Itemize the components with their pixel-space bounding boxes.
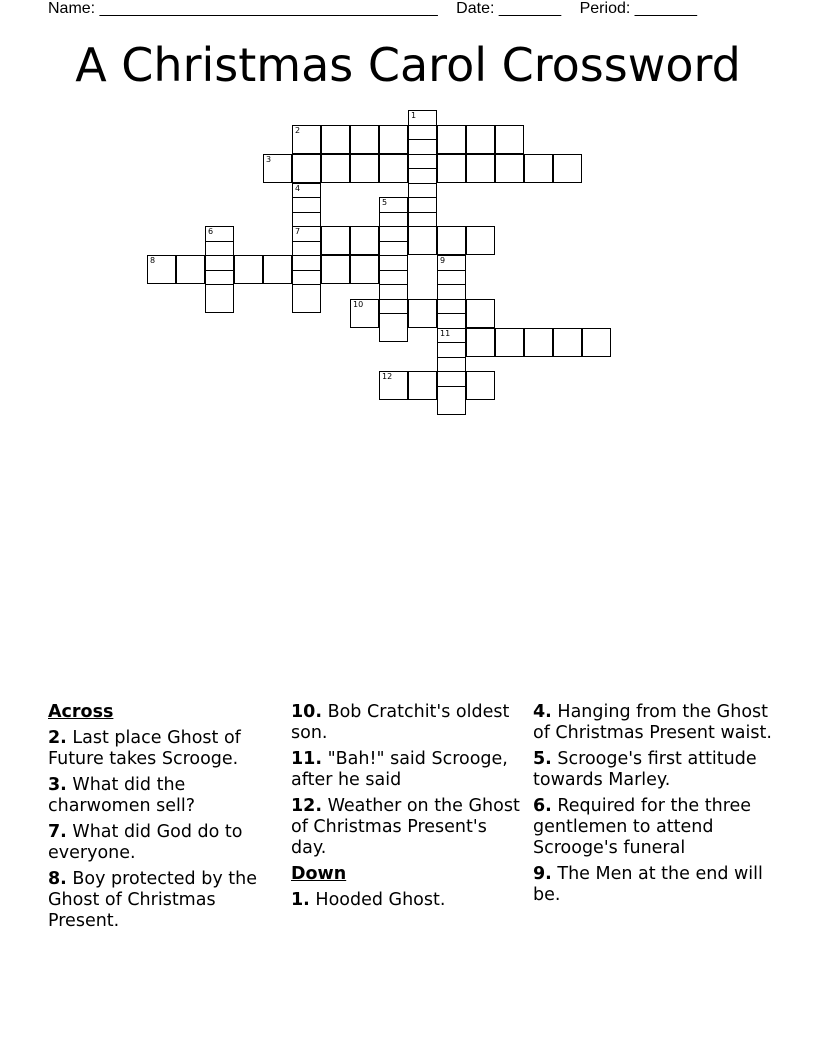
clue-text: The Men at the end will be.: [533, 864, 763, 905]
clue-down-4: [533, 702, 783, 744]
cell-number: 9: [440, 256, 446, 265]
crossword-cell[interactable]: [582, 328, 611, 357]
clue-number: 3.: [48, 775, 67, 795]
clue-number: 12.: [291, 796, 323, 816]
clue-text: Scrooge's first attitude towards Marley.: [533, 749, 757, 790]
name-field-label[interactable]: Name: ______________________________________: [48, 0, 438, 17]
crossword-cell[interactable]: [437, 226, 466, 255]
crossword-cell[interactable]: [466, 371, 495, 400]
down-heading: Down: [291, 864, 347, 884]
crossword-cell[interactable]: [147, 255, 176, 284]
crossword-cell[interactable]: [379, 125, 408, 154]
clue-number: 6.: [533, 796, 552, 816]
cell-number: 6: [208, 227, 214, 236]
crossword-cell[interactable]: [379, 313, 408, 342]
clue-number: 11.: [291, 749, 323, 769]
crossword-cell[interactable]: [350, 154, 379, 183]
clue-number: 1.: [291, 890, 310, 910]
clue-across-7: [48, 822, 283, 864]
cell-number: 2: [295, 125, 301, 135]
clue-down-9: [533, 864, 783, 906]
cell-number: 11: [440, 328, 451, 338]
clue-column-3: [533, 702, 783, 911]
clue-text: Hooded Ghost.: [315, 890, 446, 910]
clue-across-11: [291, 749, 523, 791]
crossword-cell[interactable]: [437, 386, 466, 415]
clue-text: Required for the three gentlemen to attend Scrooge's funeral: [533, 796, 752, 858]
clue-text: Bob Cratchit's oldest son.: [291, 702, 510, 743]
crossword-cell[interactable]: [495, 328, 524, 357]
crossword-cell[interactable]: [553, 154, 582, 183]
clue-across-12: [291, 796, 523, 859]
crossword-cell[interactable]: [524, 154, 553, 183]
clue-text: Weather on the Ghost of Christmas Present's day.: [291, 796, 520, 858]
crossword-cell[interactable]: [321, 154, 350, 183]
clue-down-6: [533, 796, 783, 859]
cell-number: 8: [150, 256, 156, 265]
cell-number: 5: [382, 198, 388, 207]
crossword-cell[interactable]: [263, 255, 292, 284]
crossword-cell[interactable]: [292, 154, 321, 183]
crossword-cell[interactable]: [495, 125, 524, 154]
crossword-cell[interactable]: [379, 371, 408, 400]
clue-column-2: [291, 702, 523, 916]
clue-text: Hanging from the Ghost of Christmas Present waist.: [533, 702, 772, 743]
clue-number: 2.: [48, 728, 67, 748]
clue-down-1: [291, 890, 523, 911]
clue-text: "Bah!" said Scrooge, after he said: [291, 749, 508, 790]
crossword-cell[interactable]: [292, 284, 321, 313]
clue-number: 10.: [291, 702, 323, 722]
period-field-label[interactable]: Period: _______: [579, 0, 698, 17]
crossword-cell[interactable]: [466, 299, 495, 328]
cell-number: 10: [353, 299, 364, 309]
cell-number: 3: [266, 154, 272, 164]
clue-down-5: [533, 749, 783, 791]
page-title: A Christmas Carol Crossword: [75, 38, 741, 92]
crossword-cell[interactable]: [466, 226, 495, 255]
cell-number: 12: [382, 372, 393, 381]
crossword-cell[interactable]: [379, 154, 408, 183]
crossword-cell[interactable]: [495, 154, 524, 183]
clue-number: 9.: [533, 864, 552, 884]
cell-number: 1: [411, 111, 417, 120]
clue-text: What did God do to everyone.: [48, 822, 243, 863]
crossword-cell[interactable]: [321, 255, 350, 284]
crossword-cell[interactable]: [408, 371, 437, 400]
clue-number: 4.: [533, 702, 552, 722]
crossword-cell[interactable]: [466, 154, 495, 183]
across-heading: Across: [48, 702, 114, 722]
crossword-cell[interactable]: [524, 328, 553, 357]
cell-number: 7: [295, 227, 301, 236]
clue-across-10: [291, 702, 523, 744]
date-field-label[interactable]: Date: _______: [456, 0, 562, 17]
crossword-cell[interactable]: [408, 226, 437, 255]
clue-across-2: [48, 728, 283, 770]
crossword-cell[interactable]: [205, 284, 234, 313]
clue-text: What did the charwomen sell?: [48, 775, 196, 816]
crossword-cell[interactable]: [466, 125, 495, 154]
clue-across-8: [48, 869, 283, 932]
crossword-cell[interactable]: [350, 125, 379, 154]
clue-number: 7.: [48, 822, 67, 842]
crossword-cell[interactable]: [321, 125, 350, 154]
clue-text: Last place Ghost of Future takes Scrooge.: [48, 728, 241, 769]
crossword-cell[interactable]: [234, 255, 263, 284]
crossword-cell[interactable]: [176, 255, 205, 284]
clue-across-3: [48, 775, 283, 817]
clue-number: 8.: [48, 869, 67, 889]
clue-number: 5.: [533, 749, 552, 769]
crossword-cell[interactable]: [321, 226, 350, 255]
crossword-cell[interactable]: [553, 328, 582, 357]
crossword-cell[interactable]: [292, 125, 321, 154]
crossword-cell[interactable]: [408, 299, 437, 328]
clue-column-1: [48, 702, 283, 937]
crossword-cell[interactable]: [263, 154, 292, 183]
crossword-cell[interactable]: [437, 154, 466, 183]
crossword-cell[interactable]: [466, 328, 495, 357]
crossword-cell[interactable]: [350, 299, 379, 328]
clue-text: Boy protected by the Ghost of Christmas Present.: [48, 869, 257, 931]
crossword-cell[interactable]: [350, 255, 379, 284]
cell-number: 4: [295, 183, 301, 193]
crossword-cell[interactable]: [350, 226, 379, 255]
crossword-cell[interactable]: [437, 125, 466, 154]
